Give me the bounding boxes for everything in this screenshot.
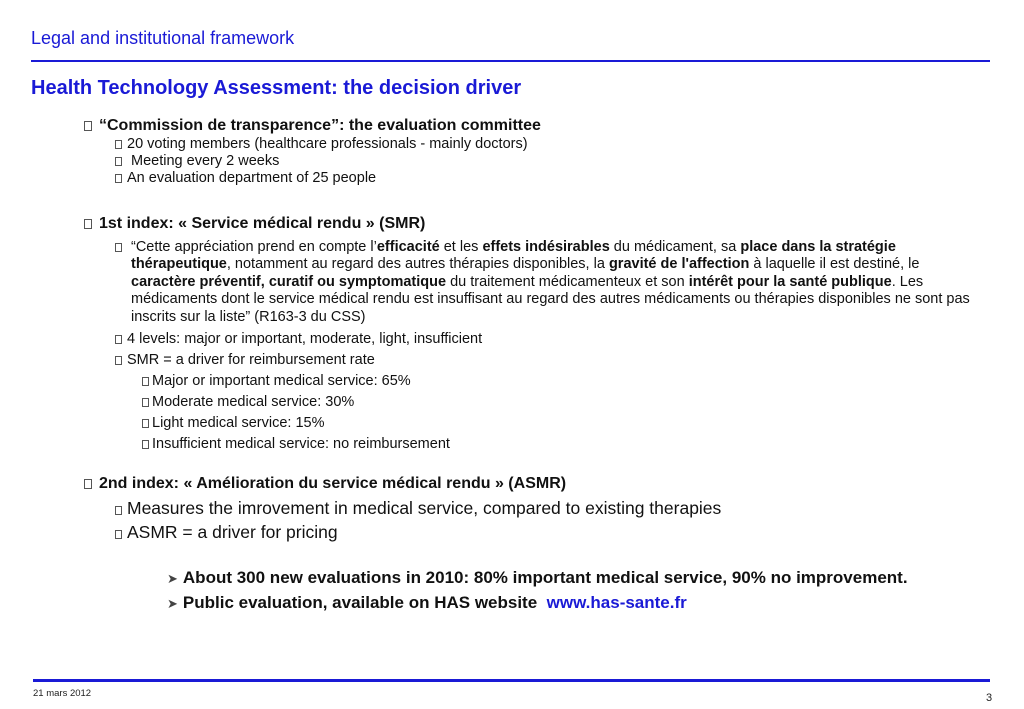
list-item <box>115 350 986 371</box>
list-item-text: An evaluation department of 25 people <box>127 170 377 186</box>
arrow-bullet-icon: ➤ <box>167 596 178 611</box>
rate-item-text: Major or important medical service: 65% <box>152 373 411 390</box>
bullet-icon <box>115 243 122 252</box>
footer-date: 21 mars 2012 <box>33 688 92 699</box>
section-heading-text: “Commission de transparence”: the evaluation committee <box>99 117 541 134</box>
rate-item-text: Light medical service: 15% <box>152 415 325 432</box>
bullet-icon <box>84 219 92 229</box>
list-item-text: 20 voting members (healthcare professionals - mainly doctors) <box>127 136 528 152</box>
callout-text: About 300 new evaluations in 2010: 80% important medical service, 90% no improvement. <box>182 568 908 587</box>
rate-item <box>142 371 986 392</box>
bullet-icon <box>142 377 149 386</box>
bullet-icon <box>115 157 122 166</box>
header-title: Legal and institutional framework <box>31 28 295 48</box>
list-item <box>115 520 721 544</box>
list-item <box>115 496 721 520</box>
header-divider <box>31 60 990 62</box>
rate-item <box>142 413 986 434</box>
bullet-icon <box>84 479 92 489</box>
section-smr <box>84 214 986 455</box>
smr-definition-quote: “Cette appréciation prend en compte l’efficacité et les effets indésirables du médicament, sa place dans la stratégie thérapeutique, notamment au regard des autres thérapies disponibles, la gravité de l'affection à laquelle il est destiné, le caractère préventif, curatif ou symptomatique du traitement médicamenteux et son intérêt pour la santé publique. Les médicaments dont le service médical rendu est insuffisant au regard des autres médicaments ou thérapies disponibles ne sont pas inscrits sur la liste” (R163-3 du CSS) <box>131 239 970 325</box>
bullet-icon <box>115 140 122 149</box>
section-heading-text: 1st index: « Service médical rendu » (SMR) <box>99 215 426 232</box>
section-heading-text: 2nd index: « Amélioration du service médical rendu » (ASMR) <box>99 475 567 492</box>
rate-item <box>142 392 986 413</box>
list-item-text: SMR = a driver for reimbursement rate <box>127 352 375 369</box>
slide-title: Health Technology Assessment: the decision driver <box>31 77 522 99</box>
callouts <box>167 566 908 616</box>
list-item-text: ASMR = a driver for pricing <box>127 522 338 542</box>
bullet-icon <box>84 121 92 131</box>
list-item-text: 4 levels: major or important, moderate, light, insufficient <box>127 331 483 348</box>
bullet-icon <box>142 398 149 407</box>
list-item-text: Meeting every 2 weeks <box>127 153 280 169</box>
bullet-icon <box>115 335 122 344</box>
list-item <box>115 329 986 350</box>
section-commission-heading <box>84 116 541 136</box>
section-commission <box>84 116 541 187</box>
arrow-bullet-icon: ➤ <box>167 571 178 586</box>
callout-text: Public evaluation, available on HAS website <box>182 593 538 612</box>
has-website-link[interactable]: www.has-sante.fr <box>546 593 687 612</box>
footer-divider <box>33 679 990 682</box>
list-item <box>115 136 541 153</box>
bullet-icon <box>142 440 149 449</box>
page-number: 3 <box>986 692 993 704</box>
bullet-icon <box>115 530 122 539</box>
bullet-icon <box>115 506 122 515</box>
list-item-text: Measures the imrovement in medical service, compared to existing therapies <box>127 498 722 518</box>
list-item <box>115 153 541 170</box>
section-smr-heading <box>84 214 986 234</box>
rate-item-text: Moderate medical service: 30% <box>152 394 355 411</box>
rate-item-text: Insufficient medical service: no reimbursement <box>152 436 450 453</box>
rate-item <box>142 434 986 455</box>
section-asmr <box>84 474 721 544</box>
callout-evaluations <box>167 566 908 591</box>
list-item <box>115 170 541 187</box>
bullet-icon <box>142 419 149 428</box>
bullet-icon <box>115 356 122 365</box>
section-asmr-heading <box>84 474 721 494</box>
bullet-icon <box>115 174 122 183</box>
callout-public-evaluation <box>167 591 908 616</box>
